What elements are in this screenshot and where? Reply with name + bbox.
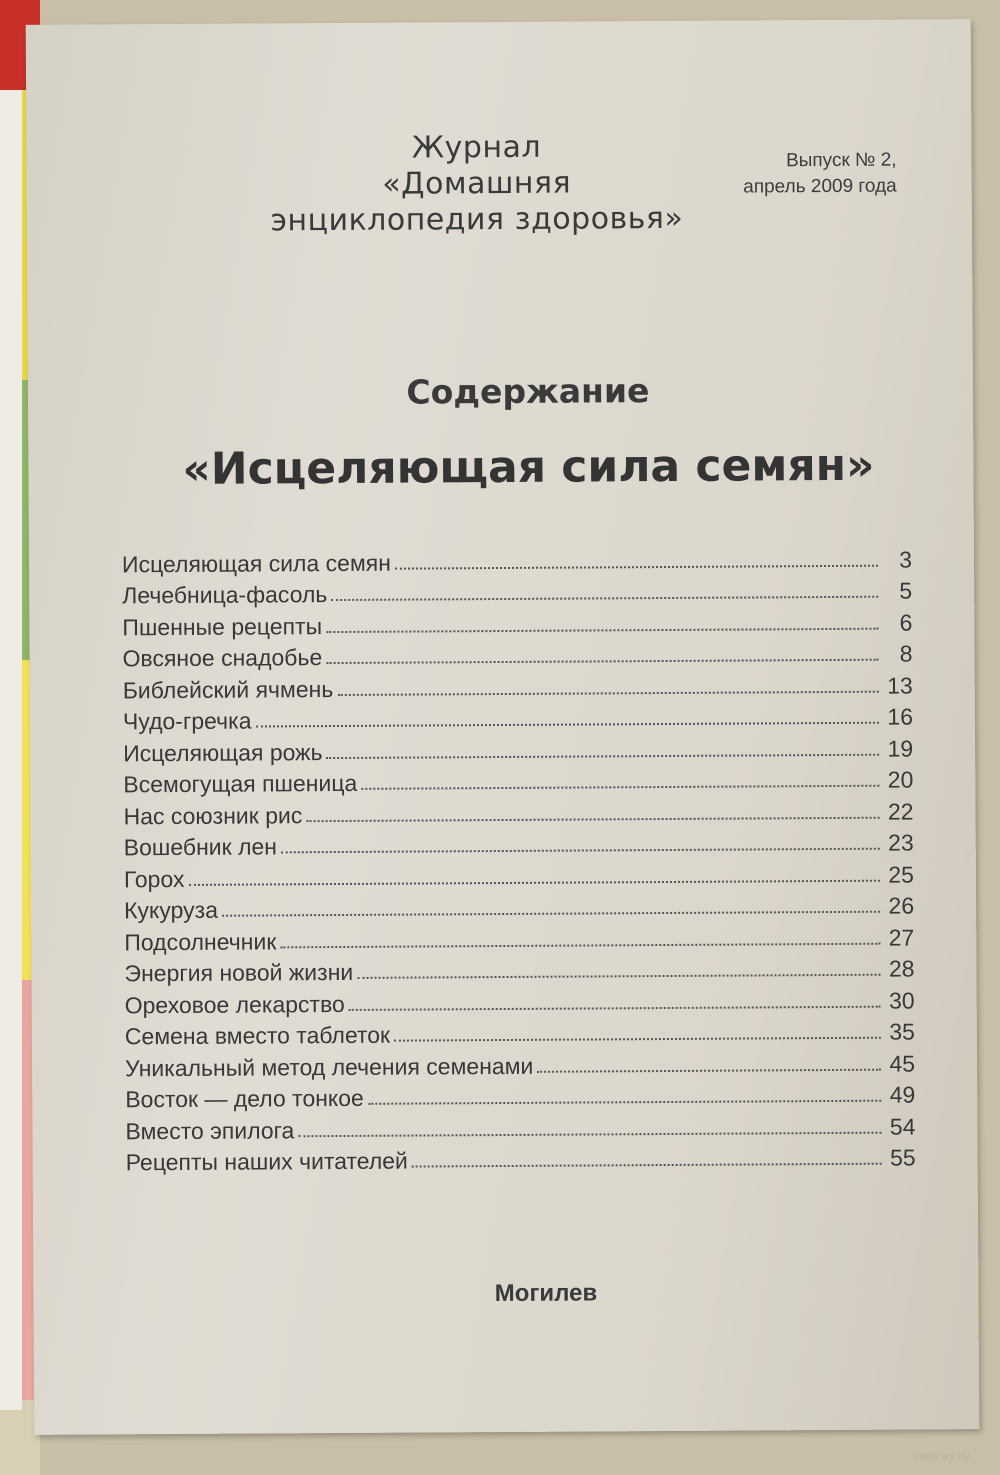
toc-entry (124, 888, 914, 924)
toc-entry-page: 35 (889, 1018, 915, 1045)
toc-entry-page: 22 (887, 797, 914, 825)
toc-entry-title: Нас союзник рис (123, 801, 303, 829)
toc-entry-title: Исцеляющая рожь (123, 738, 323, 766)
toc-entry (122, 573, 912, 609)
toc-entry-title: Чудо-гречка (122, 707, 252, 735)
toc-entry-title: Пшенные рецепты (122, 612, 323, 640)
toc-entry (122, 604, 912, 640)
toc-entry (123, 699, 913, 735)
book-title: «Исцеляющая сила семян» (182, 439, 875, 495)
toc-entry-title: Вошебник лен (123, 833, 278, 861)
toc-entry (125, 1014, 915, 1050)
issue-number: Выпуск № 2, (785, 149, 897, 172)
toc-leader (255, 722, 879, 728)
toc-leader (337, 690, 878, 695)
toc-entry-title: Рецепты наших читателей (125, 1147, 408, 1176)
toc-leader (306, 816, 879, 822)
issue-info (743, 148, 897, 201)
toc-entry-title: Кукуруза (124, 896, 219, 924)
toc-leader (188, 879, 879, 885)
table-of-contents (122, 541, 916, 1176)
toc-leader (222, 911, 880, 917)
toc-entry-page: 28 (888, 955, 915, 982)
toc-entry-page: 27 (888, 923, 915, 951)
publication-city: Могилев (494, 1279, 598, 1308)
issue-date: апрель 2009 года (743, 175, 897, 198)
toc-entry (124, 856, 914, 892)
toc-entry-page: 49 (889, 1081, 916, 1108)
toc-entry-page: 23 (888, 829, 914, 856)
toc-leader (537, 1068, 881, 1072)
toc-entry (122, 636, 912, 672)
toc-leader (331, 596, 878, 601)
toc-entry-page: 55 (889, 1144, 916, 1171)
contents-heading: Содержание (406, 371, 650, 412)
toc-entry-title: Семена вместо таблеток (124, 1021, 391, 1050)
toc-entry (125, 1045, 915, 1081)
toc-entry-page: 13 (887, 671, 913, 699)
toc-leader (326, 627, 878, 632)
toc-leader (326, 659, 878, 664)
toc-entry-title: Вместо эпилога (125, 1116, 295, 1144)
toc-entry (126, 1140, 916, 1176)
toc-entry (125, 982, 915, 1018)
toc-leader (395, 564, 878, 569)
toc-entry-page: 5 (899, 577, 913, 604)
journal-title-line: Журнал (411, 129, 542, 166)
toc-leader (361, 785, 879, 790)
toc-entry-page: 45 (889, 1049, 916, 1077)
toc-entry-title: Всемогущая пшеница (123, 769, 358, 798)
toc-leader (412, 1163, 882, 1168)
toc-entry (124, 951, 914, 987)
toc-entry (124, 825, 914, 861)
toc-entry (123, 667, 913, 703)
toc-entry-title: Восток — дело тонкое (125, 1084, 364, 1113)
toc-leader (298, 1131, 881, 1137)
toc-entry (125, 1077, 915, 1113)
journal-title-line: энциклопедия здоровья» (270, 200, 684, 239)
toc-entry-title: Ореховое лекарство (124, 990, 345, 1018)
toc-leader (280, 942, 880, 948)
cover-edge-inner (0, 90, 22, 1410)
toc-entry-page: 6 (899, 608, 913, 636)
toc-entry (125, 1108, 915, 1144)
toc-leader (357, 974, 880, 979)
toc-entry-title: Библейский ячмень (122, 675, 334, 703)
toc-entry (123, 730, 913, 766)
toc-entry-page: 19 (887, 734, 914, 762)
toc-entry-page: 30 (889, 986, 915, 1014)
toc-entry-page: 26 (888, 892, 915, 919)
toc-entry-page: 54 (889, 1112, 916, 1140)
toc-leader (327, 753, 880, 758)
toc-entry-title: Исцеляющая сила семян (121, 549, 391, 577)
toc-entry (123, 762, 913, 798)
watermark: www.ay.by (913, 1449, 970, 1463)
document-page (26, 19, 980, 1435)
toc-entry (122, 541, 912, 577)
toc-entry-title: Уникальный метод лечения семенами (124, 1052, 534, 1081)
toc-entry-title: Горох (123, 865, 185, 892)
toc-leader (281, 848, 880, 854)
journal-title-line: «Домашняя (382, 165, 572, 202)
toc-entry-title: Овсяное снадобье (122, 644, 323, 672)
toc-entry-page: 3 (899, 545, 913, 573)
toc-entry-page: 8 (899, 640, 913, 667)
toc-entry-title: Лечебница-фасоль (122, 581, 328, 609)
toc-entry (124, 919, 914, 955)
toc-entry-page: 20 (887, 766, 914, 793)
toc-leader (394, 1037, 881, 1042)
toc-leader (349, 1005, 881, 1010)
toc-entry-title: Подсолнечник (124, 927, 277, 955)
toc-entry-title: Энергия новой жизни (124, 958, 354, 987)
toc-entry-page: 16 (887, 703, 914, 730)
toc-leader (368, 1100, 881, 1105)
toc-entry-page: 25 (888, 860, 914, 888)
toc-entry (123, 793, 913, 829)
